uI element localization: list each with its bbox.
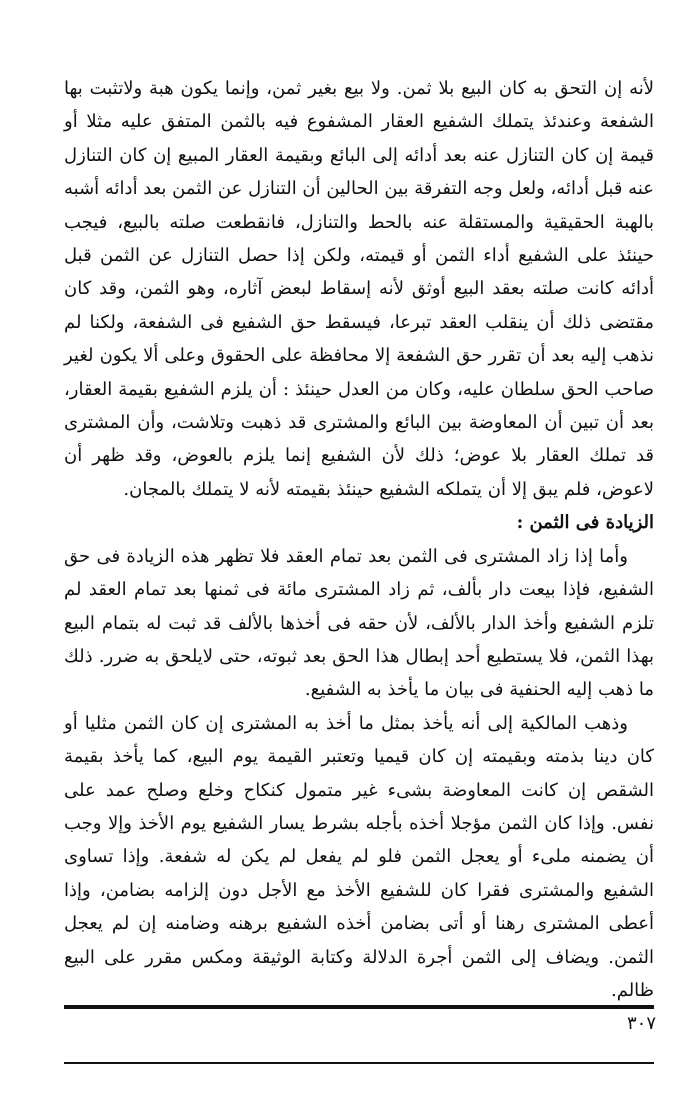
paragraph-2: وأما إذا زاد المشترى فى الثمن بعد تمام العقد فلا تظهر هذه الزيادة فى حق الشفيع، فإذا بيعت دار بألف، ثم زاد المشترى مائة فى ثمنها بعد تمام العقد لم تلزم الشفيع وأخذ الدار بالألف، لأن حقه فى أخذها بالألف قد ثبت له بتمام البيع بهذا الثمن، فلا يستطيع أحد إبطال هذا الحق بعد ثبوته، حتى لايلحق به ضرر. ذلك ما ذهب إليه الحنفية فى بيان ما يأخذ به الشفيع. (64, 545, 654, 701)
footer-rule-bottom (64, 1062, 654, 1064)
page-number: ٣٠٧ (626, 1013, 656, 1034)
paragraph-1: لأنه إن التحق به كان البيع بلا ثمن. ولا بيع بغير ثمن، وإنما يكون هبة ولاتثبت بها الشفعة وعندئذ يتملك الشفيع العقار المشفوع فيه بالثمن المتفق عليه مثلا أو قيمة إن كان التنازل عنه بعد أدائه إلى البائع وبقيمة العقار المبيع إن كان التنازل عنه قبل أدائه، ولعل وجه التفرقة بين الحالين أن التنازل عن الثمن بعد أدائه أشبه بالهبة الحقيقية والمستقلة عنه بالحط والتنازل، فانقطعت صلته بالبيع، فيجب حينئذ على الشفيع أداء الثمن أو قيمته، ولكن إذا حصل التنازل عن الثمن قبل أدائه كانت صلته بعقد البيع أوثق لأنه إسقاط لبعض آثاره، وهو الثمن، وقد كان مقتضى ذلك أن ينقلب العقد تبرعا، فيسقط حق الشفيع فى الشفعة، ولكنا لم نذهب إليه بعد أن تقرر حق الشفعة إلا محافظة على الحقوق وعلى ألا يكون لغير صاحب الحق سلطان عليه، وكان من العدل حينئذ : أن يلزم الشفيع بقيمة العقار، بعد أن تبين أن المعاوضة بين البائع والمشترى قد ذهبت وتلاشت، وأن المشترى قد تملك العقار بلا عوض؛ ذلك لأن الشفيع إنما يلزم بالعوض، وقد ظهر أن لاعوض، فلم يبق إلا أن يتملكه الشفيع حينئذ بقيمته لأنه لا يتملك بالمجان. (64, 78, 654, 500)
paragraph-3: وذهب المالكية إلى أنه يأخذ بمثل ما أخذ به المشترى إن كان الثمن مثليا أو كان دينا بذمته وبقيمته إن كان قيميا وتعتبر القيمة يوم البيع، كما يأخذ بقيمة الشقص إن كانت المعاوضة بشىء غير متمول كنكاح وخلع وصلح عمد على نفس. وإذا كان الثمن مؤجلا أخذه بأجله بشرط يسار الشفيع يوم الأخذ وإلا وجب أن يضمنه ملىء أو يعجل الثمن فلو لم يفعل لم يكن له شفعة. وإذا تساوى الشفيع والمشترى فقرا كان للشفيع الأخذ مع الأجل دون إلزامه بضامن، وإذا أعطى المشترى رهنا أو أتى بضامن أخذه الشفيع برهنه وضامنه إن لم يعجل الثمن. ويضاف إلى الثمن أجرة الدلالة وكتابة الوثيقة ومكس مقرر على البيع ظالم. (64, 712, 654, 1001)
section-heading: الزيادة فى الثمن : (516, 512, 654, 534)
body-text (64, 72, 654, 1007)
footer-rule-top (64, 1005, 654, 1009)
